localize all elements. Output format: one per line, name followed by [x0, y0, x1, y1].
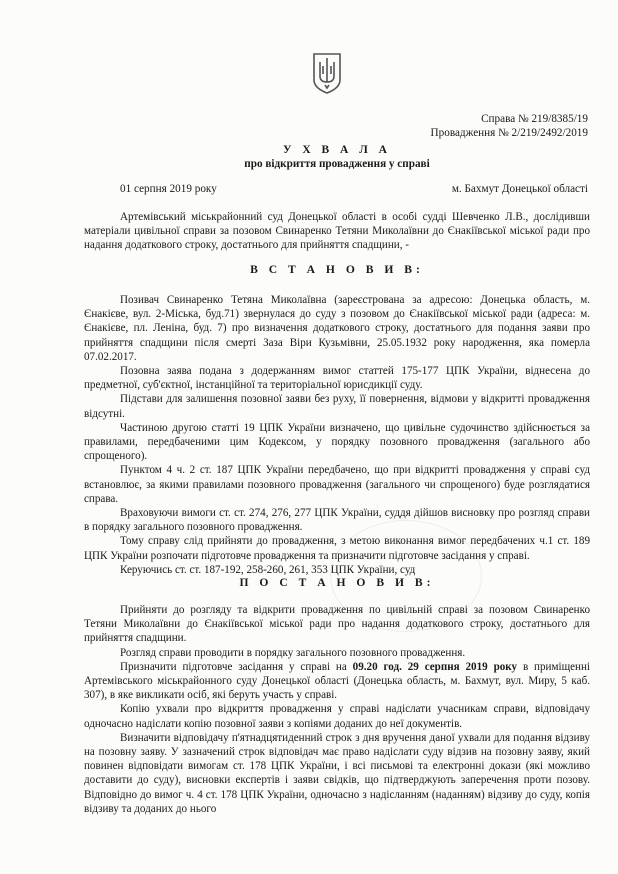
paragraph: Копію ухвали про відкриття провадження у справі надіслати учасникам справи, відповідачу одночасно надіслати копію позовної заяви з копіями доданих до неї документів.	[84, 703, 590, 730]
paragraph-hearing	[84, 660, 590, 703]
paragraph: Керуючись ст. ст. 187-192, 258-260, 261, 353 ЦПК України, суд	[120, 563, 416, 576]
paragraph: Пунктом 4 ч. 2 ст. 187 ЦПК України передбачено, що при відкритті провадження у справі суд встановлює, за якими правилами позовного провадження (загального чи спрощеного) буде розглядатися справа.	[84, 464, 590, 505]
paragraph: Прийняти до розгляду та відкрити провадження по цивільній справі за позовом Свинаренко Тетяни Миколаївни до Єнакіївської міської ради про надання додаткового строку, достатнього для прийняття спадщини.	[84, 604, 590, 645]
document-subtitle: про відкриття провадження у справі	[244, 158, 430, 170]
established-body	[84, 293, 590, 577]
resolved-body	[84, 603, 590, 816]
paragraph: Розгляд справи проводити в порядку загального позовного провадження.	[120, 646, 466, 659]
document-city: м. Бахмут Донецької області	[451, 183, 588, 195]
section-heading-resolved: П О С Т А Н О В И В:	[239, 576, 435, 589]
trident-coat-of-arms-icon	[312, 52, 342, 94]
section-heading-established: В С Т А Н О В И В:	[250, 263, 424, 276]
paragraph: Визначити відповідачу п'ятнадцятиденний строк з дня вручення даної ухвали для подання відзиву на позовну заяву. У зазначений строк відповідач має право надіслати суду відзив на позовну заяву, який повинен відповідати вимогам ст. 178 ЦПК України, і всі письмові та електронні докази (які можливо доставити до суду), висновки експертів і заяви свідків, що підтверджують заперечення проти позову. Відповідно до вимог ч. 4 ст. 178 ЦПК України, одночасно з надісланням (наданням) відзиву до суду, копія відзиву та доданих до нього	[84, 731, 590, 815]
intro-paragraph	[84, 210, 590, 253]
paragraph: Враховуючи вимоги ст. ст. 274, 276, 277 ЦПК України, суддя дійшов висновку про розгляд справи в порядку загального позовного провадження.	[84, 507, 590, 534]
paragraph: Частиною другою статті 19 ЦПК України визначено, що цивільне судочинство здійснюється за правилами, передбаченими цим Кодексом, у порядку позовного провадження (загального або спрощеного).	[84, 421, 590, 463]
paragraph: Позивач Свинаренко Тетяна Миколаївна (зареєстрована за адресою: Донецька область, м. Єнакієве, вул. 2-Міська, буд.71) звернулася до суду з позовом до Єнакіївської міської ради (адреса: м. Єнакієве, пл. Леніна, буд. 7) про визначення додаткового строку, достатнього для подання заяви про прийняття спадщини після смерті Заза Віри Кузьмівни, 25.05.1932 року народження, яка померла 07.02.2017.	[84, 294, 590, 363]
case-number-block	[431, 112, 588, 140]
hearing-datetime: 09.20 год. 29 серпня 2019 року	[352, 660, 518, 673]
document-title: У Х В А Л А	[283, 144, 391, 156]
document-date: 01 серпня 2019 року	[120, 183, 217, 195]
paragraph: Тому справу слід прийняти до провадження, з метою виконання вимог передбачених ч.1 ст. 189 ЦПК України розпочати підготовче провадження та призначити підготовче засідання у справі.	[84, 535, 590, 562]
paragraph: Позовна заява подана з додержанням вимог статтей 175-177 ЦПК України, віднесена до предметної, суб'єктної, інстанційної та територіальної юрисдикції суду.	[84, 365, 590, 392]
paragraph: Підстави для залишення позовної заяви без руху, її повернення, відмови у відкритті провадження відсутні.	[84, 393, 590, 420]
hearing-text-end: в приміщенні Артемівського міськрайонного суду Донецької області (Донецька область, м. Бахмут, вул. Миру, 5 каб. 307), в яке викликати осіб, які беруть участь у справі.	[84, 660, 591, 702]
proceeding-number: Провадження № 2/219/2492/2019	[430, 127, 588, 139]
case-number: Справа № 219/8385/19	[481, 113, 588, 125]
intro-text: Артемівський міськрайонний суд Донецької області в особі судді Шевченко Л.В., дослідивши матеріали цивільної справи за позовом Свинаренко Тетяни Миколаївни до Єнакіївської міської ради про надання додаткового строку, достатнього для прийняття спадщини, -	[84, 211, 590, 252]
hearing-text-start: Призначити підготовче засідання у справі на	[120, 660, 353, 673]
